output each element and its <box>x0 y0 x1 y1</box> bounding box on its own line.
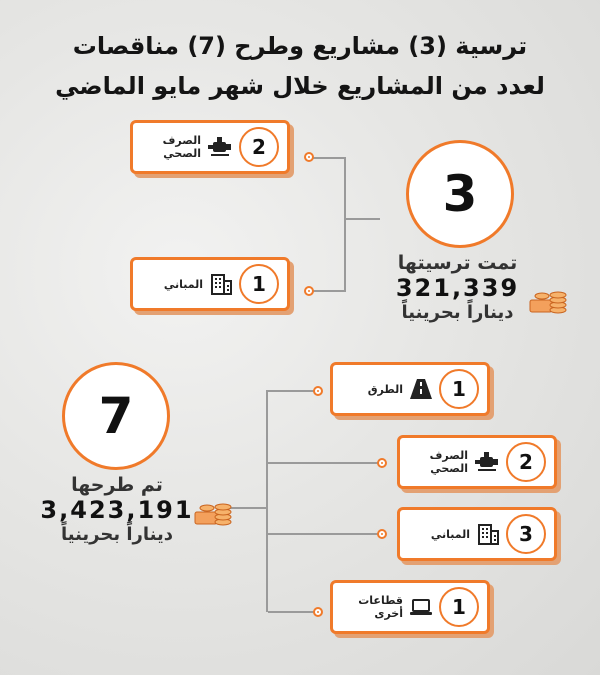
connector-line <box>268 611 318 613</box>
tendered-item-other <box>330 580 490 634</box>
sewage-pump-icon <box>474 451 500 473</box>
awarded-item-buildings <box>130 257 290 311</box>
connector-line <box>266 390 268 612</box>
tendered-item-other-label: قطاعات أخرى <box>358 594 403 620</box>
tendered-item-sewage-count: 2 <box>506 442 546 482</box>
tendered-item-roads-label: الطرق <box>367 382 403 396</box>
building-icon <box>476 522 500 546</box>
tendered-item-sewage <box>397 435 557 489</box>
connector-line <box>268 462 382 464</box>
title-line-2: لعدد من المشاريع خلال شهر مايو الماضي <box>55 72 545 100</box>
awarded-item-buildings-count: 1 <box>239 264 279 304</box>
connector-line <box>313 157 345 159</box>
infographic-title <box>30 26 570 106</box>
awarded-label: تمت ترسيتها <box>397 252 518 274</box>
awarded-item-sewage-label: الصرف الصحي <box>162 134 201 160</box>
awarded-count: 3 <box>442 165 478 223</box>
building-icon <box>209 272 233 296</box>
connector-line <box>268 533 382 535</box>
connector-line <box>313 290 345 292</box>
tendered-value: 3,423,191 <box>40 496 194 524</box>
awarded-unit: ديناراً بحرينياً <box>401 302 514 323</box>
money-coins-icon <box>528 282 568 318</box>
tendered-item-roads <box>330 362 490 416</box>
connector-dot <box>313 386 323 396</box>
laptop-icon <box>409 597 433 617</box>
connector-line <box>228 507 266 509</box>
tendered-item-buildings <box>397 507 557 561</box>
awarded-item-sewage <box>130 120 290 174</box>
connector-dot <box>377 529 387 539</box>
connector-dot <box>304 286 314 296</box>
awarded-item-buildings-label: المباني <box>163 277 203 291</box>
awarded-item-sewage-count: 2 <box>239 127 279 167</box>
connector-line <box>344 218 380 220</box>
awarded-count-circle <box>406 140 514 248</box>
connector-line <box>268 390 318 392</box>
connector-dot <box>377 458 387 468</box>
tendered-unit: ديناراً بحرينياً <box>60 524 174 545</box>
tendered-count: 7 <box>98 387 134 445</box>
tendered-stats <box>22 474 212 545</box>
connector-line <box>344 157 346 292</box>
tendered-count-circle <box>62 362 170 470</box>
awarded-stats <box>370 252 545 323</box>
title-line-1: ترسية (3) مشاريع وطرح (7) مناقصات <box>72 32 528 60</box>
money-coins-icon <box>193 494 233 530</box>
connector-dot <box>313 607 323 617</box>
road-icon <box>409 378 433 400</box>
tendered-item-roads-count: 1 <box>439 369 479 409</box>
awarded-value: 321,339 <box>395 274 520 302</box>
tendered-item-sewage-label: الصرف الصحي <box>429 449 468 475</box>
tendered-item-other-count: 1 <box>439 587 479 627</box>
tendered-item-buildings-count: 3 <box>506 514 546 554</box>
tendered-item-buildings-label: المباني <box>430 527 470 541</box>
sewage-pump-icon <box>207 136 233 158</box>
tendered-label: تم طرحها <box>71 474 163 496</box>
connector-dot <box>304 152 314 162</box>
